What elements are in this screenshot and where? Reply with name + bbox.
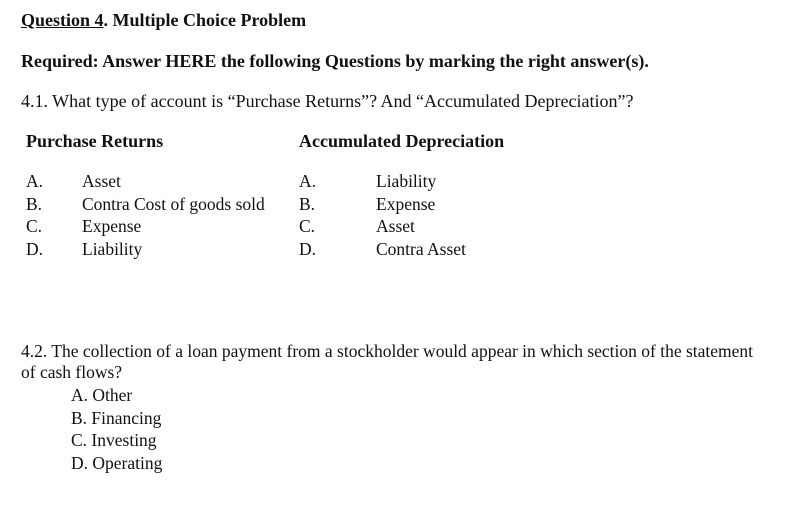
accumulated-depreciation-letters — [299, 170, 316, 260]
option-text[interactable]: Liability — [82, 238, 143, 259]
question-subtitle: . Multiple Choice Problem — [103, 10, 307, 30]
option-text[interactable]: Contra Asset — [376, 238, 466, 259]
question-number: Question 4 — [21, 10, 104, 30]
option-letter[interactable]: A. — [299, 171, 317, 191]
option-letter[interactable]: B. — [26, 193, 43, 214]
question-title — [21, 10, 306, 31]
question-4-2-options — [71, 384, 162, 474]
option-text[interactable]: Expense — [376, 193, 436, 214]
required-instructions: Required: Answer HERE the following Questions by marking the right answer(s). — [21, 51, 649, 71]
purchase-returns-options — [82, 170, 265, 260]
question-4-2-text: 4.2. The collection of a loan payment from a stockholder would appear in which section of the statement of cash flows? — [21, 341, 754, 382]
purchase-returns-letters — [26, 170, 43, 260]
accumulated-depreciation-heading: Accumulated Depreciation — [299, 131, 505, 151]
option-letter[interactable]: D. — [26, 238, 44, 259]
option-other[interactable]: A. Other — [71, 385, 133, 405]
option-letter[interactable]: B. — [299, 193, 316, 214]
option-text[interactable]: Asset — [82, 171, 121, 191]
option-operating[interactable]: D. Operating — [71, 452, 163, 473]
accumulated-depreciation-options — [376, 170, 466, 260]
option-investing[interactable]: C. Investing — [71, 430, 157, 450]
option-text[interactable]: Liability — [376, 171, 437, 191]
option-text[interactable]: Contra Cost of goods sold — [82, 193, 265, 214]
option-financing[interactable]: B. Financing — [71, 407, 162, 428]
question-4-1-text: 4.1. What type of account is “Purchase Returns”? And “Accumulated Depreciation”? — [21, 91, 634, 111]
option-letter[interactable]: C. — [299, 216, 316, 236]
option-letter[interactable]: C. — [26, 216, 43, 236]
option-letter[interactable]: A. — [26, 171, 44, 191]
option-text[interactable]: Asset — [376, 216, 415, 236]
option-text[interactable]: Expense — [82, 216, 142, 236]
purchase-returns-heading: Purchase Returns — [26, 131, 164, 151]
option-letter[interactable]: D. — [299, 238, 317, 259]
